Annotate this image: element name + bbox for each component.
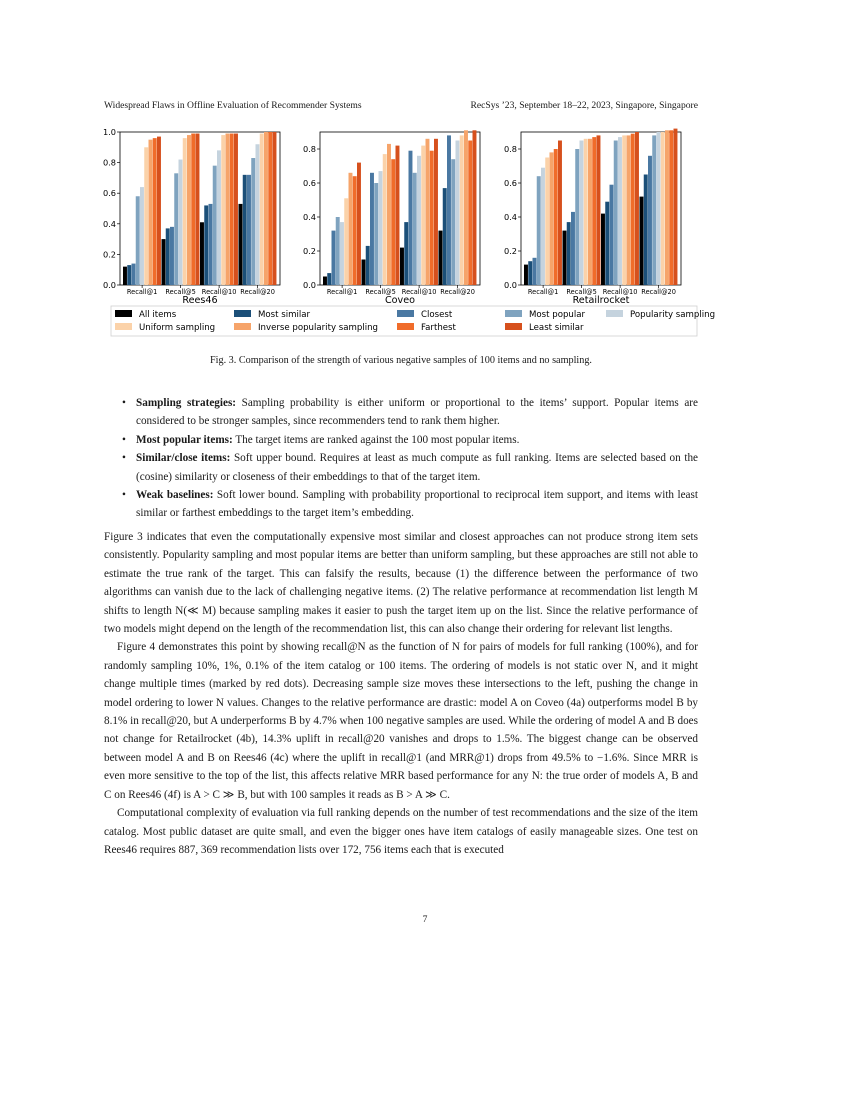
bar xyxy=(209,204,213,285)
bar xyxy=(217,150,221,285)
y-tick-label: 0.2 xyxy=(302,246,316,256)
y-tick-label: 0.6 xyxy=(302,178,316,188)
bar xyxy=(460,135,464,285)
bar xyxy=(563,231,567,285)
bar xyxy=(123,267,127,285)
legend-swatch xyxy=(234,323,251,330)
y-tick-label: 0.4 xyxy=(503,212,517,222)
bar xyxy=(383,154,387,285)
bar xyxy=(153,138,157,285)
legend-swatch xyxy=(606,310,623,317)
bar xyxy=(196,134,200,285)
panel-title: Coveo xyxy=(384,295,416,306)
bar xyxy=(404,222,408,285)
bar xyxy=(327,273,331,285)
bar xyxy=(353,176,357,285)
legend-swatch xyxy=(115,310,132,317)
bar xyxy=(614,141,618,286)
bar xyxy=(174,173,178,285)
bar xyxy=(179,160,183,285)
x-tick-label: Recall@1 xyxy=(527,288,559,296)
bar xyxy=(426,139,430,285)
bar xyxy=(451,159,455,285)
bar xyxy=(631,134,635,285)
bar xyxy=(413,173,417,285)
bar xyxy=(379,171,383,285)
bar xyxy=(468,141,472,286)
bar xyxy=(627,135,631,285)
legend-label: Least similar xyxy=(529,323,584,333)
bar xyxy=(644,175,648,286)
bar xyxy=(166,228,170,285)
bar xyxy=(200,222,204,285)
bar xyxy=(443,188,447,285)
bullet-weak-baselines: • Weak baselines: Soft lower bound. Sampling with probability proportional to reciprocal item support, and items with least similar or farthest embeddings to the target item’s embedding. xyxy=(104,486,698,523)
paragraph: Figure 3 indicates that even the computationally expensive most similar and closest approaches can not produce strong item sets consistently. Popularity sampling and most popular items are better than uniform sampling, but these approaches are still not able to estimate the true rank of the target. This can falsify the results, because (1) the difference between the performance of two algorithms can vanish due to the lack of challenging negative items. (2) The relative performance at recommendation list length M shifts to length N(≪ M) because sampling makes it easier to push the target item up on the list. Since the relative performance of two models might depend on the length of the recommendation list, this can also change their ordering for relevant list lengths. xyxy=(104,531,698,636)
bar xyxy=(387,144,391,285)
bar xyxy=(157,137,161,285)
bar xyxy=(652,135,656,285)
legend-label: Uniform sampling xyxy=(139,323,216,333)
bullet-sampling-strategies: • Sampling strategies: Sampling probability is either uniform or proportional to the items’ support. Popular items are considered to be stronger samples, since recommenders tend to rank them higher. xyxy=(104,394,698,431)
bar xyxy=(132,264,136,285)
y-tick-label: 0.0 xyxy=(503,280,517,290)
legend-label: Closest xyxy=(421,310,453,320)
bar xyxy=(669,130,673,285)
bar xyxy=(370,173,374,285)
x-tick-label: Recall@5 xyxy=(365,288,396,296)
bar xyxy=(187,135,191,285)
bar xyxy=(674,129,678,285)
bar xyxy=(430,151,434,285)
bar xyxy=(391,159,395,285)
running-header xyxy=(104,100,698,114)
legend-label: Inverse popularity sampling xyxy=(258,323,379,333)
bar xyxy=(657,132,661,285)
bar xyxy=(374,183,378,285)
bar xyxy=(605,202,609,285)
bar xyxy=(473,130,477,285)
header-title: Widespread Flaws in Offline Evaluation of Recommender Systems xyxy=(104,100,362,111)
bar xyxy=(533,258,537,285)
bar xyxy=(550,152,554,285)
panel-title: Rees46 xyxy=(182,295,218,306)
figure-3-chart xyxy=(80,127,716,340)
bar xyxy=(661,132,665,285)
bar xyxy=(640,197,644,285)
paragraph: Computational complexity of evaluation via full ranking depends on the number of test recommendations and the size of the item catalog. Most public dataset are quite small, and even the bigger ones have item catalogs of easily manageable sizes. One test on Rees46 requires 887, 369 recommendation lists over 172, 756 items each that is executed xyxy=(104,807,698,856)
figure-caption: Fig. 3. Comparison of the strength of various negative samples of 100 items and no sampling. xyxy=(210,355,592,366)
bar xyxy=(268,132,272,285)
bar xyxy=(635,132,639,285)
y-tick-label: 0.8 xyxy=(503,144,517,154)
bar xyxy=(234,134,238,285)
bar xyxy=(597,135,601,285)
x-tick-label: Recall@20 xyxy=(240,288,275,296)
bar xyxy=(183,138,187,285)
bullet-similar-close: • Similar/close items: Soft upper bound. Requires at least as much compute as full ranking. Items are selected based on the (cosine) similarity or closeness of their embeddings to that of the target item. xyxy=(104,449,698,486)
bar xyxy=(247,175,251,285)
bar xyxy=(439,231,443,285)
bar xyxy=(601,214,605,285)
x-tick-label: Recall@1 xyxy=(326,288,358,296)
legend-label: Most similar xyxy=(258,310,311,320)
bar xyxy=(264,132,268,285)
y-tick-label: 0.2 xyxy=(503,246,517,256)
legend-label: All items xyxy=(139,310,177,320)
bar xyxy=(409,151,413,285)
legend-label: Popularity sampling xyxy=(630,310,716,320)
bar xyxy=(251,158,255,285)
bar xyxy=(592,137,596,285)
bar xyxy=(396,146,400,285)
bar xyxy=(323,277,327,286)
y-tick-label: 0.8 xyxy=(102,157,116,168)
bar xyxy=(622,135,626,285)
legend-label: Farthest xyxy=(421,323,456,333)
bar xyxy=(357,163,361,285)
bar xyxy=(456,141,460,286)
y-tick-label: 0.2 xyxy=(102,249,116,260)
bar xyxy=(226,134,230,285)
bar xyxy=(537,176,541,285)
header-venue: RecSys ’23, September 18–22, 2023, Singapore, Singapore xyxy=(470,100,698,111)
legend-swatch xyxy=(234,310,251,317)
bar xyxy=(273,132,277,285)
bullet-list xyxy=(104,394,698,523)
bar xyxy=(349,173,353,285)
bar xyxy=(149,140,153,285)
bullet-most-popular: • Most popular items: The target items are ranked against the 100 most popular items. xyxy=(104,431,698,449)
bar xyxy=(230,134,234,285)
legend-swatch xyxy=(115,323,132,330)
bar xyxy=(162,239,166,285)
y-tick-label: 0.0 xyxy=(302,280,316,290)
bar xyxy=(584,139,588,285)
x-tick-label: Recall@10 xyxy=(401,288,437,296)
bar xyxy=(528,261,532,285)
bar xyxy=(366,246,370,285)
bar xyxy=(400,248,404,285)
legend-swatch xyxy=(397,323,414,330)
bar xyxy=(336,217,340,285)
legend-swatch xyxy=(397,310,414,317)
bar xyxy=(340,222,344,285)
body-text xyxy=(104,528,698,859)
bar xyxy=(618,137,622,285)
bar xyxy=(417,156,421,285)
bar xyxy=(344,198,348,285)
bar xyxy=(191,134,195,285)
bar xyxy=(127,265,131,285)
bar xyxy=(588,139,592,285)
bar xyxy=(610,185,614,285)
bar xyxy=(434,139,438,285)
bar xyxy=(332,231,336,285)
bar xyxy=(362,260,366,286)
x-tick-label: Recall@20 xyxy=(440,288,475,296)
y-tick-label: 0.0 xyxy=(102,280,116,290)
page-number: 7 xyxy=(422,914,428,925)
y-tick-label: 0.4 xyxy=(102,218,116,229)
bar xyxy=(464,130,468,285)
bar xyxy=(421,146,425,285)
bar xyxy=(558,141,562,286)
bar xyxy=(256,144,260,285)
y-tick-label: 0.6 xyxy=(503,178,517,188)
legend-swatch xyxy=(505,310,522,317)
x-tick-label: Recall@1 xyxy=(126,288,158,296)
y-tick-label: 0.6 xyxy=(102,188,116,199)
legend-swatch xyxy=(505,323,522,330)
bar xyxy=(170,227,174,285)
y-tick-label: 0.4 xyxy=(302,212,316,222)
bar xyxy=(541,168,545,285)
bar xyxy=(580,141,584,286)
x-tick-label: Recall@20 xyxy=(641,288,676,296)
paragraph: Figure 4 demonstrates this point by showing recall@N as the function of N for pairs of models for full ranking (100%), and for randomly sampling 10%, 1%, 0.1% of the item catalog or 100 items. The ordering of models is not static over N, and it might change multiple times (marked by red dots). Decreasing sample size moves these intersections to the left, pushing the change in model ordering to lower N values. Changes to the relative performance are drastic: model A on Coveo (4a) outperforms model B by 8.1% in recall@20, but A underperforms B by 4.7% when 100 negative samples are used. While the ordering of model A and B does not change for Retailrocket (4b), 14.3% uplift in recall@20 vanishes and drops to 1.5%. The biggest change can be observed between model A and B on Rees46 (4c) where the uplift in recall@1 (and MRR@1) drops from 49.5% to −1.6%. Since MRR is even more sensitive to the top of the list, this affects relative MRR based performance for any N: the true order of models A, B and C on Rees46 (4f) is A > C ≫ B, but with 100 samples it reads as B > A ≫ C. xyxy=(104,641,698,801)
bar xyxy=(575,149,579,285)
x-tick-label: Recall@5 xyxy=(165,288,196,296)
bar xyxy=(213,166,217,285)
bar xyxy=(144,147,148,285)
bar xyxy=(243,175,247,285)
panel-title: Retailrocket xyxy=(572,295,630,306)
x-tick-label: Recall@10 xyxy=(602,288,638,296)
bar xyxy=(571,212,575,285)
bar xyxy=(554,149,558,285)
bar xyxy=(204,205,208,285)
bar xyxy=(136,196,140,285)
y-tick-label: 1.0 xyxy=(102,127,116,137)
bar xyxy=(140,187,144,285)
x-tick-label: Recall@10 xyxy=(201,288,237,296)
bar xyxy=(239,204,243,285)
legend-label: Most popular xyxy=(529,310,586,320)
bar xyxy=(567,222,571,285)
bar xyxy=(648,156,652,285)
bar xyxy=(545,158,549,286)
x-tick-label: Recall@5 xyxy=(566,288,597,296)
bar xyxy=(221,135,225,285)
y-tick-label: 0.8 xyxy=(302,144,316,154)
bar xyxy=(260,134,264,285)
bar xyxy=(665,130,669,285)
bar xyxy=(447,135,451,285)
bar xyxy=(524,265,528,285)
